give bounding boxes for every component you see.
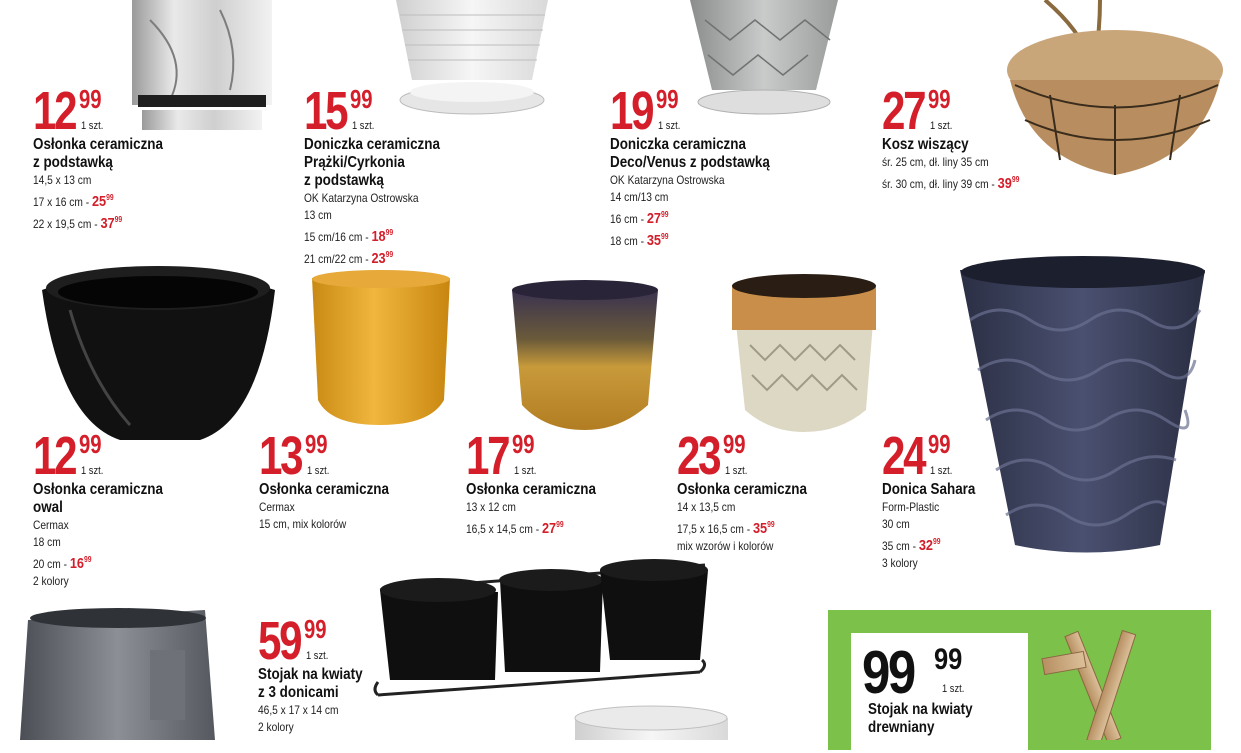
price-integer: 12 <box>33 426 76 486</box>
price-unit: 1 szt. <box>81 465 104 477</box>
ochre-pot-image <box>312 270 450 425</box>
price-tag <box>677 426 832 486</box>
product-detail: śr. 25 cm, dł. liny 35 cm <box>882 155 989 169</box>
product-detail: 35 cm - $32^{99}$ <box>882 537 941 554</box>
product-name: z podstawką <box>33 154 113 171</box>
product-name: owal <box>33 499 63 516</box>
price-decimal: 99 <box>928 84 951 114</box>
product-detail: mix wzorów i kolorów <box>677 539 774 553</box>
product-card <box>882 81 1044 193</box>
product-name: Donica Sahara <box>882 481 976 498</box>
price-tag <box>259 426 414 486</box>
product-detail: 30 cm <box>882 517 910 531</box>
product-detail: OK Katarzyna Ostrowska <box>610 173 725 187</box>
price-integer: 13 <box>259 426 302 486</box>
featured-product-card <box>862 639 993 737</box>
price-tag <box>33 81 188 141</box>
price-unit: 1 szt. <box>81 120 104 132</box>
price-tag <box>33 426 188 486</box>
product-card <box>466 426 621 538</box>
product-detail: 20 cm - $16^{99}$ <box>33 555 92 572</box>
product-detail: 14 x 13,5 cm <box>677 500 736 514</box>
price-integer: 23 <box>677 426 720 486</box>
product-detail: Cermax <box>259 500 295 514</box>
price-decimal: 99 <box>928 429 951 459</box>
price-unit: 1 szt. <box>352 120 375 132</box>
price-unit: 1 szt. <box>658 120 681 132</box>
product-card <box>610 81 800 250</box>
product-card <box>33 426 188 590</box>
price-tag <box>610 81 800 141</box>
product-detail: 13 x 12 cm <box>466 500 516 514</box>
product-detail: 13 cm <box>304 208 332 222</box>
price-integer: 15 <box>304 81 347 141</box>
product-name: Osłonka ceramiczna <box>677 481 807 498</box>
product-name: Deco/Venus z podstawką <box>610 154 770 171</box>
featured-product-name: drewniany <box>868 719 935 736</box>
product-detail: 3 kolory <box>882 556 918 570</box>
product-detail: Cermax <box>33 518 69 532</box>
product-card <box>677 426 832 555</box>
price-integer: 19 <box>610 81 653 141</box>
price-unit: 1 szt. <box>514 465 537 477</box>
product-name: Osłonka ceramiczna <box>33 136 163 153</box>
product-detail: 21 cm/22 cm - $23^{99}$ <box>304 250 394 267</box>
product-card <box>258 611 383 736</box>
product-detail: 17 x 16 cm - $25^{99}$ <box>33 193 114 210</box>
price-decimal: 99 <box>79 429 102 459</box>
featured-price-integer: 99 <box>862 639 914 706</box>
price-decimal: 99 <box>350 84 373 114</box>
price-integer: 27 <box>882 81 925 141</box>
price-decimal: 99 <box>79 84 102 114</box>
product-card <box>882 426 993 572</box>
product-detail: śr. 30 cm, dł. liny 39 cm - $39^{99}$ <box>882 175 1020 192</box>
price-unit: 1 szt. <box>725 465 748 477</box>
three-pot-stand-image <box>375 559 708 695</box>
wooden-stand-image <box>1035 625 1185 740</box>
product-detail: 46,5 x 17 x 14 cm <box>258 703 339 717</box>
product-name: Doniczka ceramiczna <box>610 136 746 153</box>
price-integer: 24 <box>882 426 925 486</box>
price-decimal: 99 <box>512 429 535 459</box>
price-decimal: 99 <box>656 84 679 114</box>
product-detail: 16,5 x 14,5 cm - $27^{99}$ <box>466 520 564 537</box>
featured-price-unit: 1 szt. <box>942 683 965 695</box>
product-detail: 15 cm, mix kolorów <box>259 517 347 531</box>
price-tag <box>882 81 1044 141</box>
featured-price-decimal: 99 <box>934 643 963 676</box>
product-name: Osłonka ceramiczna <box>466 481 596 498</box>
chevron-pot-image <box>732 274 876 432</box>
product-name: Kosz wiszący <box>882 136 969 153</box>
product-card <box>304 81 466 268</box>
product-name: z podstawką <box>304 172 384 189</box>
product-name: Prążki/Cyrkonia <box>304 154 405 171</box>
price-unit: 1 szt. <box>307 465 330 477</box>
product-detail: 18 cm <box>33 535 61 549</box>
price-decimal: 99 <box>723 429 746 459</box>
price-unit: 1 szt. <box>930 120 953 132</box>
product-name: Doniczka ceramiczna <box>304 136 440 153</box>
price-unit: 1 szt. <box>930 465 953 477</box>
product-detail: 2 kolory <box>33 574 69 588</box>
product-name: Stojak na kwiaty <box>258 666 363 683</box>
price-tag <box>466 426 621 486</box>
black-oval-pot-image <box>42 266 275 440</box>
product-detail: 22 x 19,5 cm - $37^{99}$ <box>33 215 123 232</box>
product-detail: 2 kolory <box>258 720 294 734</box>
product-detail: 14,5 x 13 cm <box>33 173 92 187</box>
product-card <box>259 426 414 533</box>
price-tag <box>304 81 466 141</box>
price-unit: 1 szt. <box>306 650 329 662</box>
product-detail: 15 cm/16 cm - $18^{99}$ <box>304 228 394 245</box>
product-name: z 3 donicami <box>258 684 339 701</box>
product-detail: OK Katarzyna Ostrowska <box>304 191 419 205</box>
price-tag <box>258 611 383 671</box>
product-detail: 14 cm/13 cm <box>610 190 669 204</box>
featured-product-name: Stojak na kwiaty <box>868 701 973 718</box>
price-decimal: 99 <box>304 614 327 644</box>
white-pot-bottom-image <box>575 706 728 740</box>
product-detail: 17,5 x 16,5 cm - $35^{99}$ <box>677 520 775 537</box>
price-integer: 17 <box>466 426 509 486</box>
price-integer: 59 <box>258 611 301 671</box>
product-card <box>33 81 188 233</box>
product-detail: 16 cm - $27^{99}$ <box>610 210 669 227</box>
product-detail: Form-Plastic <box>882 500 940 514</box>
stone-face-pot-image <box>20 608 215 740</box>
product-detail: 18 cm - $35^{99}$ <box>610 232 669 249</box>
featured-price-tag <box>862 639 993 706</box>
product-name: Osłonka ceramiczna <box>33 481 163 498</box>
gold-speckled-pot-image <box>512 280 658 430</box>
price-tag <box>882 426 993 486</box>
sahara-pot-image <box>960 256 1205 553</box>
price-integer: 12 <box>33 81 76 141</box>
product-name: Osłonka ceramiczna <box>259 481 389 498</box>
price-decimal: 99 <box>305 429 328 459</box>
